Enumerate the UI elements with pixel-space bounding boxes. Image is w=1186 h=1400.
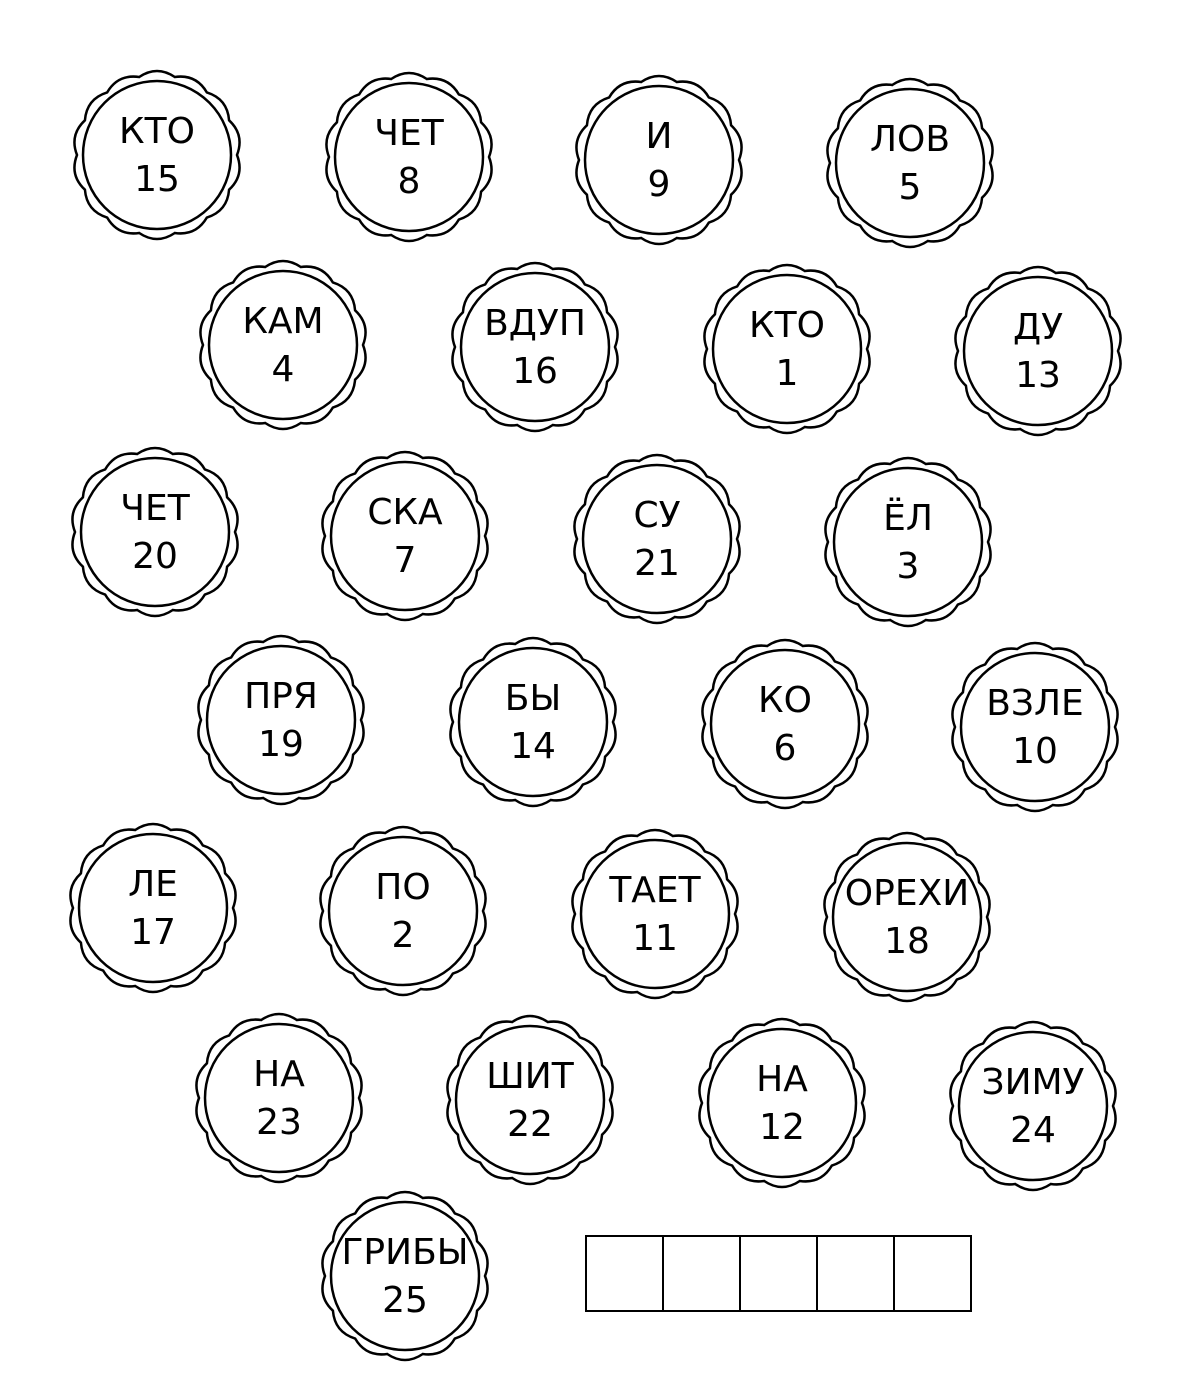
answer-box[interactable] bbox=[817, 1236, 894, 1311]
syllable-badge bbox=[699, 1019, 864, 1187]
badge-syllable: ВДУП bbox=[484, 303, 586, 344]
badge-syllable: ЁЛ bbox=[883, 498, 933, 539]
badge-number: 18 bbox=[884, 921, 930, 962]
badge-number: 1 bbox=[775, 353, 799, 394]
badge-number: 20 bbox=[132, 536, 178, 577]
badge-syllable: ЛОВ bbox=[869, 119, 951, 160]
inner-circle bbox=[964, 277, 1112, 425]
badge-number: 12 bbox=[759, 1107, 805, 1148]
badge-number: 14 bbox=[510, 726, 556, 767]
badge-number: 17 bbox=[130, 912, 176, 953]
badge-syllable: ВЗЛЕ bbox=[986, 683, 1084, 724]
badge-syllable: И bbox=[645, 116, 673, 157]
answer-box[interactable] bbox=[740, 1236, 817, 1311]
syllable-badge bbox=[450, 638, 615, 806]
badge-number: 4 bbox=[271, 349, 295, 390]
badge-number: 16 bbox=[512, 351, 558, 392]
badge-number: 5 bbox=[898, 167, 922, 208]
syllable-badge bbox=[326, 73, 491, 241]
syllable-badge bbox=[196, 1014, 361, 1182]
badge-number: 2 bbox=[391, 915, 415, 956]
badge-syllable: ОРЕХИ bbox=[844, 873, 970, 914]
inner-circle bbox=[581, 840, 729, 988]
syllable-badge bbox=[955, 267, 1120, 435]
badge-syllable: ЧЕТ bbox=[120, 488, 190, 529]
inner-circle bbox=[459, 648, 607, 796]
inner-circle bbox=[79, 834, 227, 982]
answer-box[interactable] bbox=[663, 1236, 740, 1311]
answer-boxes bbox=[586, 1236, 971, 1311]
badge-number: 19 bbox=[258, 724, 304, 765]
badge-number: 6 bbox=[773, 728, 797, 769]
badge-number: 10 bbox=[1012, 731, 1058, 772]
syllable-badge bbox=[702, 640, 867, 808]
badge-number: 24 bbox=[1010, 1110, 1056, 1151]
inner-circle bbox=[331, 1202, 479, 1350]
badge-syllable: КТО bbox=[119, 111, 195, 152]
badge-syllable: ПО bbox=[375, 867, 431, 908]
inner-circle bbox=[583, 465, 731, 613]
syllable-badge bbox=[322, 1192, 487, 1360]
inner-circle bbox=[83, 81, 231, 229]
syllable-badge bbox=[198, 636, 363, 804]
badge-syllable: ТАЕТ bbox=[609, 870, 701, 911]
answer-box[interactable] bbox=[894, 1236, 971, 1311]
syllable-badge bbox=[320, 827, 485, 995]
badge-syllable: НА bbox=[253, 1054, 305, 1095]
badge-syllable: ШИТ bbox=[486, 1056, 574, 1097]
inner-circle bbox=[456, 1026, 604, 1174]
syllable-badge bbox=[825, 458, 990, 626]
inner-circle bbox=[833, 843, 981, 991]
inner-circle bbox=[81, 458, 229, 606]
badge-number: 9 bbox=[647, 164, 671, 205]
badge-number: 25 bbox=[382, 1280, 428, 1321]
badge-syllable: КО bbox=[758, 680, 812, 721]
inner-circle bbox=[207, 646, 355, 794]
inner-circle bbox=[209, 271, 357, 419]
badge-syllable: БЫ bbox=[504, 678, 562, 719]
syllable-badge bbox=[70, 824, 235, 992]
badge-number: 23 bbox=[256, 1102, 302, 1143]
badge-syllable: ЧЕТ bbox=[374, 113, 444, 154]
syllable-badge bbox=[322, 452, 487, 620]
inner-circle bbox=[836, 89, 984, 237]
inner-circle bbox=[711, 650, 859, 798]
syllable-badge bbox=[200, 261, 365, 429]
inner-circle bbox=[329, 837, 477, 985]
inner-circle bbox=[834, 468, 982, 616]
syllable-badge bbox=[572, 830, 737, 998]
badge-number: 21 bbox=[634, 543, 680, 584]
syllable-badge bbox=[952, 643, 1117, 811]
badge-syllable: ГРИБЫ bbox=[341, 1232, 469, 1273]
badge-syllable: ЗИМУ bbox=[981, 1062, 1085, 1103]
syllable-badge bbox=[576, 76, 741, 244]
syllable-badge bbox=[72, 448, 237, 616]
badge-syllable: СУ bbox=[633, 495, 681, 536]
badge-number: 8 bbox=[397, 161, 421, 202]
badge-number: 15 bbox=[134, 159, 180, 200]
badge-syllable: СКА bbox=[367, 492, 443, 533]
badge-number: 3 bbox=[896, 546, 920, 587]
badge-number: 13 bbox=[1015, 355, 1061, 396]
syllable-badge bbox=[824, 833, 989, 1001]
badge-number: 7 bbox=[393, 540, 417, 581]
syllable-badge bbox=[704, 265, 869, 433]
badge-syllable: ДУ bbox=[1012, 307, 1064, 348]
badge-syllable: ЛЕ bbox=[128, 864, 178, 905]
inner-circle bbox=[959, 1032, 1107, 1180]
inner-circle bbox=[461, 273, 609, 421]
syllable-badge bbox=[574, 455, 739, 623]
inner-circle bbox=[331, 462, 479, 610]
syllable-badge bbox=[447, 1016, 612, 1184]
syllable-badge bbox=[950, 1022, 1115, 1190]
answer-box[interactable] bbox=[586, 1236, 663, 1311]
syllable-badge bbox=[827, 79, 992, 247]
inner-circle bbox=[335, 83, 483, 231]
badge-syllable: КТО bbox=[749, 305, 825, 346]
badge-syllable: ПРЯ bbox=[244, 676, 318, 717]
inner-circle bbox=[205, 1024, 353, 1172]
inner-circle bbox=[708, 1029, 856, 1177]
badge-syllable: КАМ bbox=[242, 301, 324, 342]
badge-number: 11 bbox=[632, 918, 678, 959]
syllable-badge bbox=[452, 263, 617, 431]
inner-circle bbox=[585, 86, 733, 234]
inner-circle bbox=[713, 275, 861, 423]
inner-circle bbox=[961, 653, 1109, 801]
badge-number: 22 bbox=[507, 1104, 553, 1145]
syllable-badge bbox=[74, 71, 239, 239]
badge-syllable: НА bbox=[756, 1059, 808, 1100]
